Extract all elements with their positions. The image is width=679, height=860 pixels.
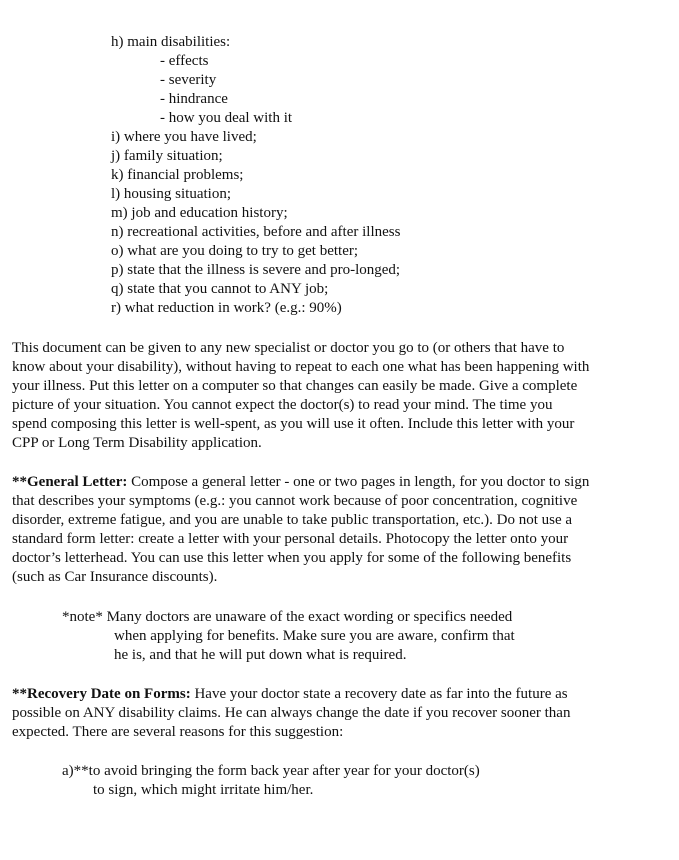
general-letter-text: Compose a general letter - one or two pages in length, for you doctor to sign xyxy=(127,474,590,490)
note-line: *note* Many doctors are unaware of the exact wording or specifics needed xyxy=(62,609,513,625)
sub-item: - how you deal with it xyxy=(160,110,293,126)
list-item: q) state that you cannot to ANY job; xyxy=(111,281,329,297)
list-item: j) family situation; xyxy=(111,148,223,164)
list-item: l) housing situation; xyxy=(111,186,231,202)
list-item: o) what are you doing to try to get better; xyxy=(111,243,359,259)
paragraph-line: picture of your situation. You cannot expect the doctor(s) to read your mind. The time you xyxy=(12,397,553,413)
recovery-first-line xyxy=(12,685,568,704)
sub-item: - hindrance xyxy=(160,91,228,107)
paragraph-line: spend composing this letter is well-spent, as you will use it often. Include this letter with your xyxy=(12,416,575,432)
list-item: k) financial problems; xyxy=(111,167,244,183)
general-letter-first-line xyxy=(12,473,589,492)
paragraph-line: standard form letter: create a letter with your personal details. Photocopy the letter onto your xyxy=(12,531,569,547)
reason-line: a)**to avoid bringing the form back year after year for your doctor(s) xyxy=(62,763,480,779)
paragraph-line: CPP or Long Term Disability application. xyxy=(12,435,262,451)
recovery-heading: **Recovery Date on Forms: xyxy=(12,686,191,702)
paragraph-line: expected. There are several reasons for this suggestion: xyxy=(12,724,344,740)
reason-line: to sign, which might irritate him/her. xyxy=(93,782,314,798)
paragraph-line: possible on ANY disability claims. He can always change the date if you recover sooner than xyxy=(12,705,571,721)
recovery-text: Have your doctor state a recovery date as far into the future as xyxy=(190,686,568,702)
paragraph-line: know about your disability), without having to repeat to each one what has been happening with xyxy=(12,359,590,375)
list-item: r) what reduction in work? (e.g.: 90%) xyxy=(111,300,342,316)
paragraph-line: your illness. Put this letter on a computer so that changes can easily be made. Give a complete xyxy=(12,378,578,394)
list-item: n) recreational activities, before and after illness xyxy=(111,224,401,240)
paragraph-line: that describes your symptoms (e.g.: you cannot work because of poor concentration, cognitive xyxy=(12,493,578,509)
paragraph-line: (such as Car Insurance discounts). xyxy=(12,569,218,585)
list-item: i) where you have lived; xyxy=(111,129,257,145)
note-line: when applying for benefits. Make sure you are aware, confirm that xyxy=(114,628,515,644)
paragraph-line: doctor’s letterhead. You can use this letter when you apply for some of the following benefits xyxy=(12,550,572,566)
sub-item: - effects xyxy=(160,53,209,69)
general-letter-heading: **General Letter: xyxy=(12,474,128,490)
list-item-h: h) main disabilities: xyxy=(111,34,231,50)
paragraph-line: disorder, extreme fatigue, and you are unable to take public transportation, etc.). Do not use a xyxy=(12,512,573,528)
list-item: m) job and education history; xyxy=(111,205,288,221)
paragraph-line: This document can be given to any new specialist or doctor you go to (or others that have to xyxy=(12,340,565,356)
list-item: p) state that the illness is severe and pro-longed; xyxy=(111,262,401,278)
sub-item: - severity xyxy=(160,72,217,88)
note-line: he is, and that he will put down what is required. xyxy=(114,647,407,663)
